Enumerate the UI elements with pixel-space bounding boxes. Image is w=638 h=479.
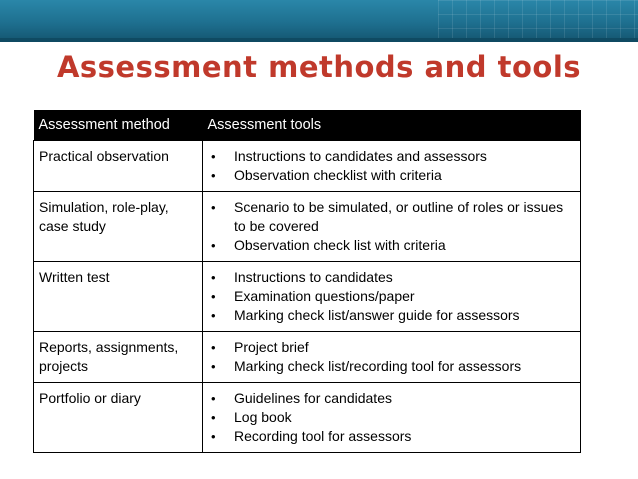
- tools-cell: [203, 383, 581, 453]
- tools-cell: [203, 192, 581, 262]
- method-text: Practical observation: [39, 148, 169, 164]
- method-text: Written test: [39, 269, 110, 285]
- tools-list: [208, 198, 575, 255]
- table-row: [34, 332, 581, 383]
- list-item: • Log book: [208, 408, 575, 427]
- method-cell: [34, 192, 203, 262]
- method-text: Reports, assignments, projects: [39, 339, 179, 374]
- method-text: Simulation, role-play, case study: [39, 199, 169, 234]
- table-row: [34, 141, 581, 192]
- list-item: • Scenario to be simulated, or outline of roles or issues to be covered: [208, 198, 575, 236]
- list-item: • Recording tool for assessors: [208, 427, 575, 446]
- list-item: • Marking check list/answer guide for assessors: [208, 306, 575, 325]
- top-banner: [0, 0, 638, 42]
- method-cell: [34, 141, 203, 192]
- list-item: • Examination questions/paper: [208, 287, 575, 306]
- tools-list: [208, 147, 575, 185]
- tools-list: [208, 268, 575, 325]
- tools-cell: [203, 141, 581, 192]
- list-item: • Observation checklist with criteria: [208, 166, 575, 185]
- slide-title: Assessment methods and tools: [56, 50, 582, 84]
- tools-cell: [203, 262, 581, 332]
- banner-grid-pattern: [438, 0, 638, 42]
- table-row: [34, 192, 581, 262]
- method-cell: [34, 262, 203, 332]
- tools-list: [208, 389, 575, 446]
- list-item: • Guidelines for candidates: [208, 389, 575, 408]
- table-row: [34, 262, 581, 332]
- list-item: • Project brief: [208, 338, 575, 357]
- method-cell: [34, 332, 203, 383]
- header-method: Assessment method: [34, 110, 203, 141]
- method-cell: [34, 383, 203, 453]
- list-item: • Observation check list with criteria: [208, 236, 575, 255]
- tools-cell: [203, 332, 581, 383]
- tools-list: [208, 338, 575, 376]
- list-item: • Instructions to candidates: [208, 268, 575, 287]
- header-tools: Assessment tools: [203, 110, 581, 141]
- method-text: Portfolio or diary: [39, 390, 141, 406]
- assessment-table: [33, 110, 581, 453]
- table-row: [34, 383, 581, 453]
- table-header-row: [34, 110, 581, 141]
- list-item: • Instructions to candidates and assessors: [208, 147, 575, 166]
- banner-band: [0, 38, 638, 42]
- list-item: • Marking check list/recording tool for assessors: [208, 357, 575, 376]
